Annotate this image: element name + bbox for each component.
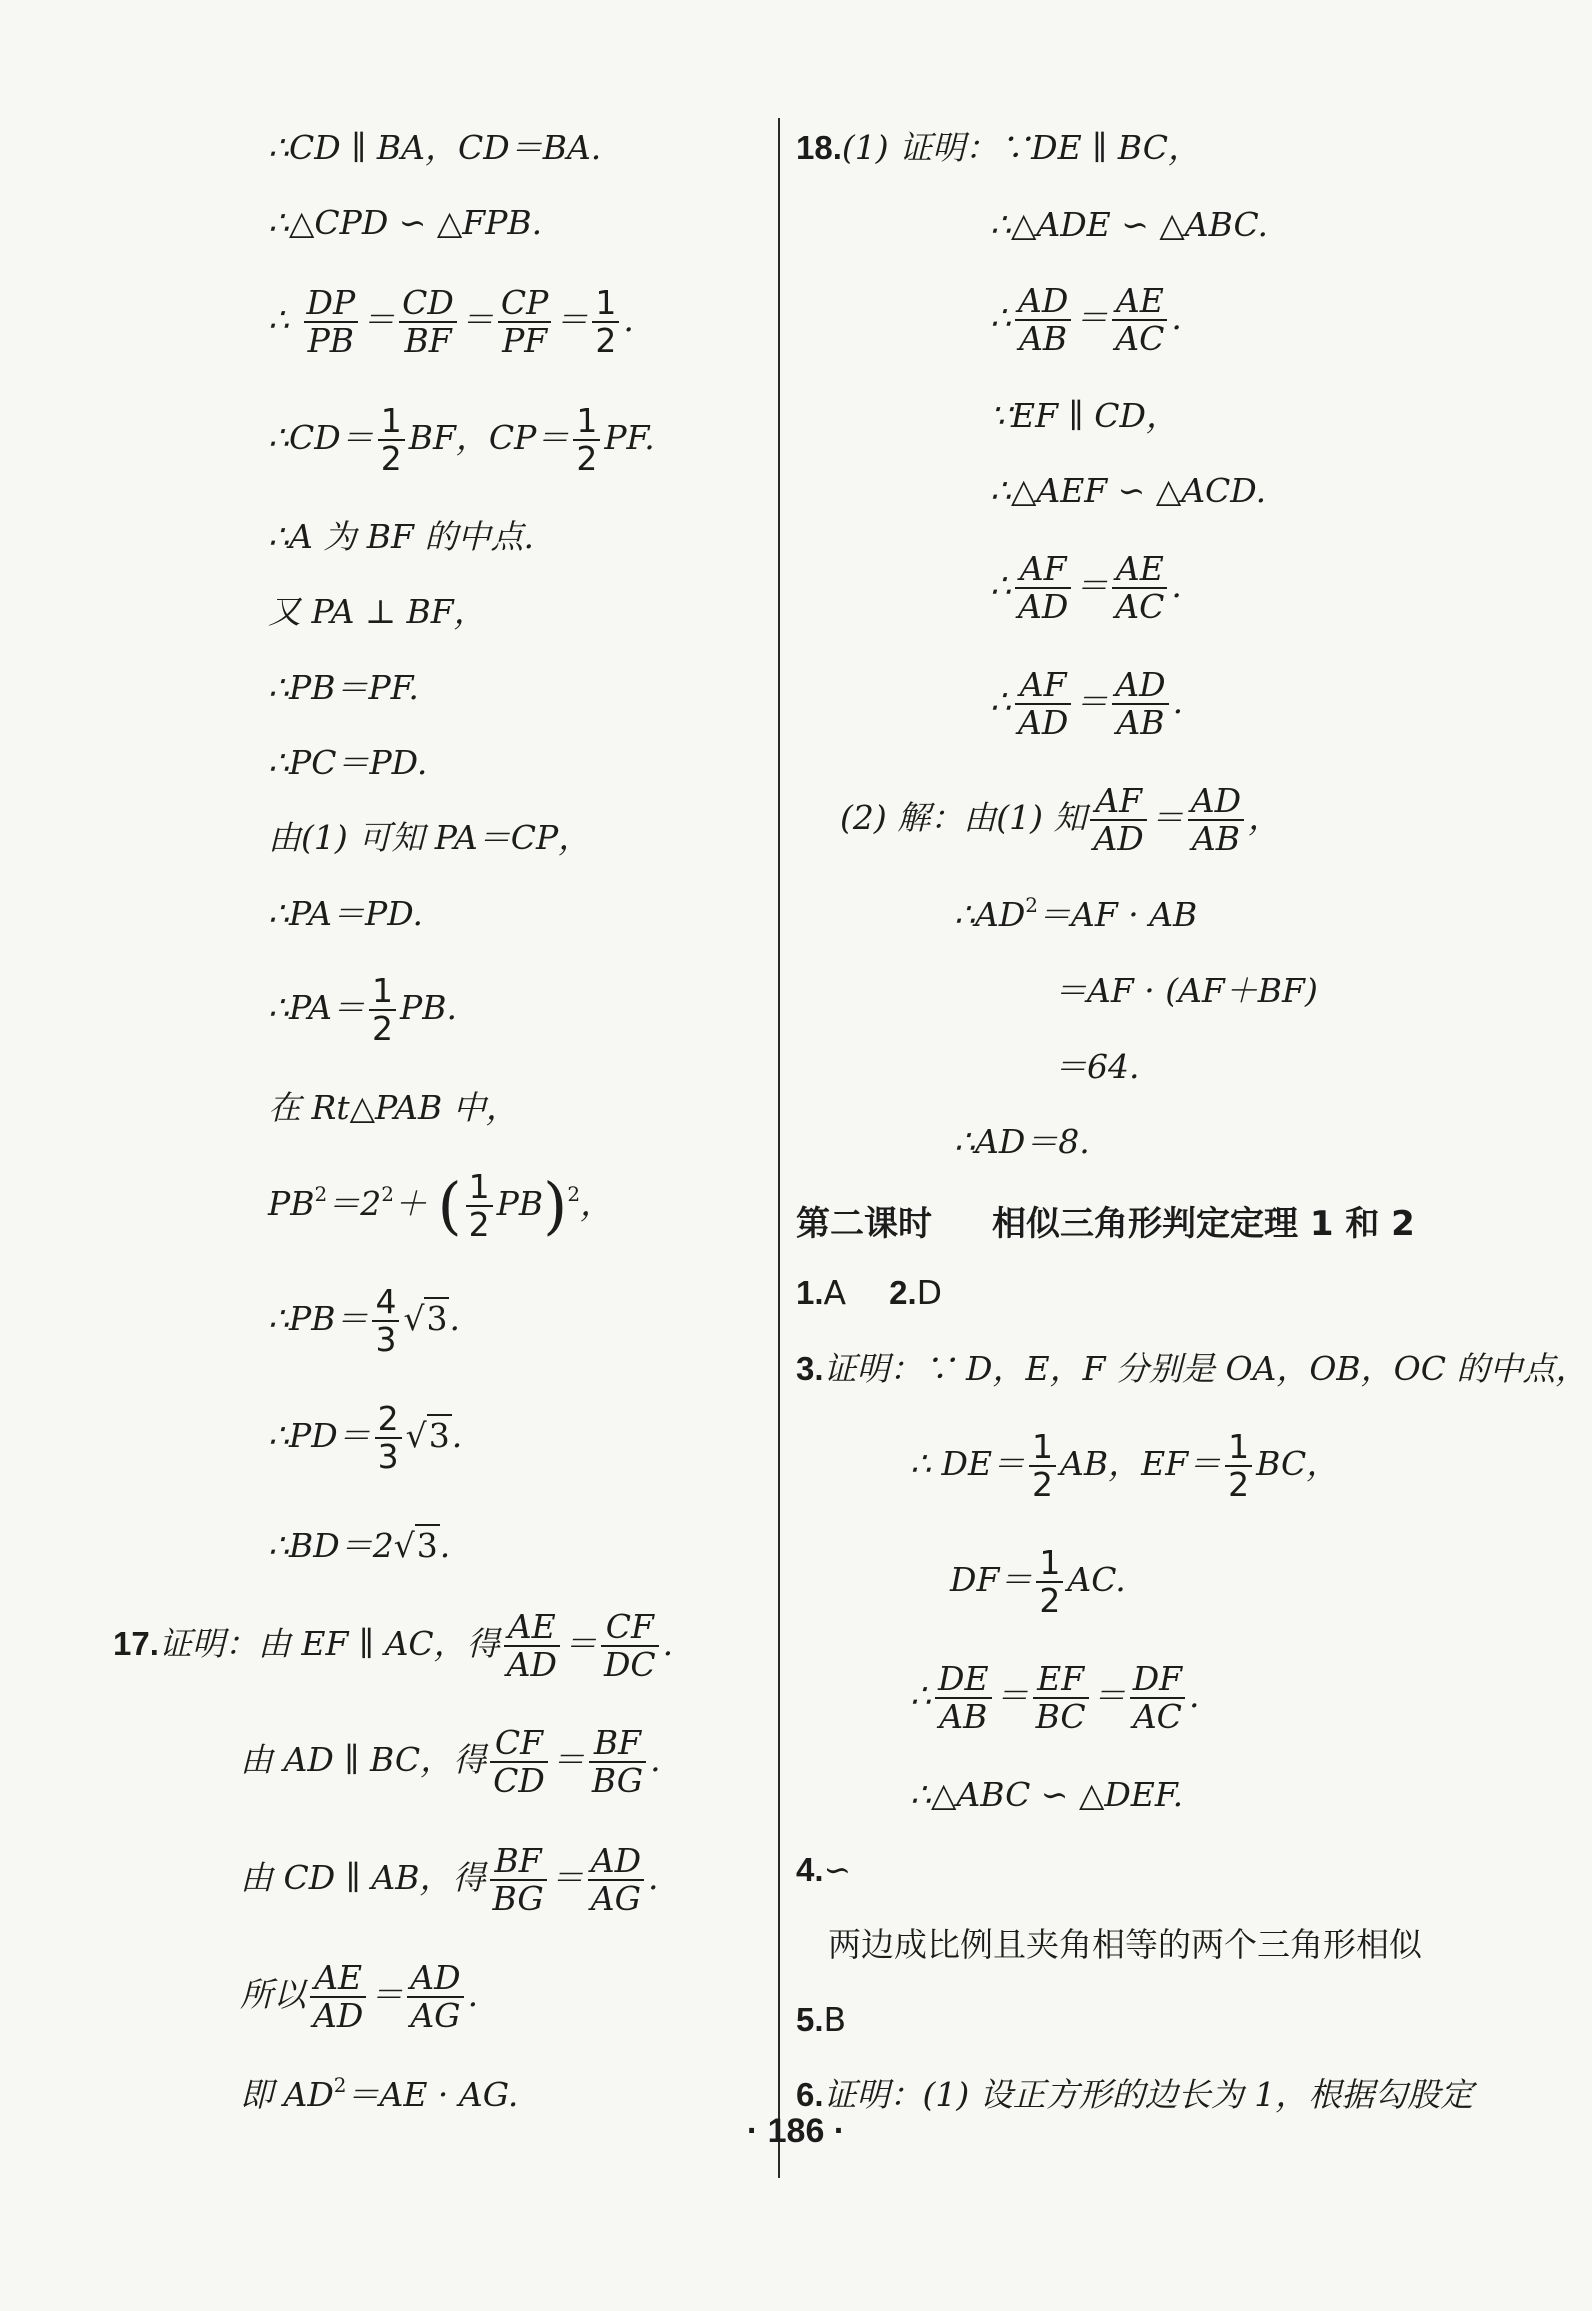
fraction: $\frac{AD}{AB}$ (1015, 283, 1071, 357)
line-bd-value: ∴BD＝2√3. (268, 1526, 451, 1565)
therefore: ∴ (268, 300, 289, 339)
line-af-expanded: ＝AF · (AF＋BF) (1054, 971, 1318, 1010)
question-17: 17.证明：由 EF ∥ AC，得 $\frac{AE}{AD}$ ＝ $\frac{CF}{DC}$ . (113, 1607, 674, 1684)
line-ad-parallel: 由 AD ∥ BC，得 $\frac{CF}{CD}$ ＝ $\frac{BF}{BG}$ . (240, 1723, 661, 1800)
fraction: $\frac{CF}{CD}$ (490, 1725, 548, 1799)
line-pa-pd: ∴PA＝PD. (268, 894, 423, 933)
fraction: $\frac{2}{3}$ (375, 1401, 402, 1475)
line-abc-def: ∴△ABC ∽ △DEF. (910, 1775, 1184, 1814)
fraction: $\frac{AF}{AD}$ (1090, 783, 1146, 857)
line-from-1: 由(1) 可知 PA＝CP， (268, 818, 592, 857)
fraction: $\frac{DF}{AC}$ (1130, 1661, 1185, 1735)
line-so: 所以 $\frac{AE}{AD}$ ＝ $\frac{AD}{AG}$ . (240, 1958, 479, 2035)
line-af-ad-ratio: ∴ $\frac{AF}{AD}$ ＝ $\frac{AE}{AC}$ . (990, 549, 1182, 626)
fraction: $\frac{AE}{AD}$ (310, 1960, 366, 2034)
fraction: $\frac{AE}{AD}$ (504, 1609, 560, 1683)
line-ade-similar: ∴△ADE ∽ △ABC. (990, 205, 1269, 244)
fraction: $\frac{AF}{AD}$ (1015, 551, 1071, 625)
line-pb-value: ∴PB＝ $\frac{4}{3}$ √3. (268, 1282, 460, 1359)
line-ad-8: ∴AD＝8. (954, 1122, 1090, 1161)
line-ad-squared: 即 $AD^2=AE$ · AG. (240, 2073, 519, 2114)
fraction: $\frac{BF}{BG}$ (490, 1843, 547, 1917)
fraction: $\frac{AF}{AD}$ (1015, 667, 1071, 741)
fraction: $\frac{DP}{PB}$ (304, 285, 359, 359)
line-rt-triangle: 在 Rt△PAB 中， (268, 1088, 519, 1127)
fraction: $\frac{1}{2}$ (1225, 1429, 1252, 1503)
line-cpd-similar: ∴△CPD ∽ △FPB. (268, 203, 543, 242)
fraction: $\frac{BF}{BG}$ (589, 1725, 646, 1799)
fraction: $\frac{CP}{PF}$ (498, 285, 551, 359)
line-three-ratios: ∴ $\frac{DE}{AB}$ ＝ $\frac{EF}{BC}$ ＝ $\frac{DF}{AC}$ . (910, 1659, 1200, 1736)
theorem-text: 两边成比例且夹角相等的两个三角形相似 (828, 1925, 1422, 1964)
line-ratio-equal: ∴ $\frac{DP}{PB}$ ＝ $\frac{CD}{BF}$ ＝ $\frac{CP}{PF}$ ＝ $\frac{1}{2}$ . (268, 283, 634, 360)
line-ef-parallel: ∵EF ∥ CD， (990, 396, 1179, 435)
fraction: $\frac{1}{2}$ (378, 403, 405, 477)
sqrt: √3 (393, 1526, 438, 1565)
fraction: $\frac{1}{2}$ (369, 973, 396, 1047)
fraction: $\frac{4}{3}$ (372, 1284, 399, 1358)
line-cd-parallel: ∴CD ∥ BA，CD＝BA. (268, 128, 602, 167)
line-df-half: DF＝ $\frac{1}{2}$ AC. (950, 1543, 1126, 1620)
line-pc-pd: ∴PC＝PD. (268, 743, 428, 782)
line-af-ad-ab: ∴ $\frac{AF}{AD}$ ＝ $\frac{AD}{AB}$ . (990, 665, 1184, 742)
answers-1-2: 1.A 2.D (796, 1273, 943, 1312)
line-aef-similar: ∴△AEF ∽ △ACD. (990, 471, 1267, 510)
section-heading: 第二课时 相似三角形判定定理 1 和 2 (796, 1204, 1415, 1244)
line-ad2: $\therefore AD^2=AF$ · AB (954, 893, 1198, 934)
line-a-midpoint: ∴A 为 BF 的中点. (268, 517, 534, 556)
line-cd-parallel-ab: 由 CD ∥ AB，得 $\frac{BF}{BG}$ ＝ $\frac{AD}{AG}$ . (240, 1841, 659, 1918)
fraction: $\frac{AD}{AB}$ (1112, 667, 1168, 741)
fraction: $\frac{CD}{BF}$ (399, 285, 457, 359)
fraction: $\frac{CF}{DC}$ (601, 1609, 659, 1683)
question-18: 18.(1) 证明：∵DE ∥ BC， (796, 128, 1201, 167)
line-part2: (2) 解：由(1) 知 $\frac{AF}{AD}$ ＝ $\frac{AD}{AB}$ ， (840, 781, 1282, 858)
fraction: $\frac{1}{2}$ (466, 1169, 493, 1243)
fraction: $\frac{1}{2}$ (592, 285, 619, 359)
fraction: $\frac{1}{2}$ (1029, 1429, 1056, 1503)
line-64: ＝64. (1054, 1047, 1140, 1086)
fraction: $\frac{DE}{AB}$ (935, 1661, 992, 1735)
fraction: $\frac{AE}{AC}$ (1112, 551, 1167, 625)
fraction: $\frac{AD}{AG}$ (407, 1960, 463, 2034)
question-4: 4.∽ (796, 1850, 852, 1889)
fraction: $\frac{1}{2}$ (573, 403, 600, 477)
question-6: 6.证明：(1) 设正方形的边长为 1，根据勾股定 (796, 2075, 1474, 2114)
fraction: $\frac{1}{2}$ (1036, 1545, 1063, 1619)
line-de-half: ∴ DE＝ $\frac{1}{2}$ AB，EF＝ $\frac{1}{2}$ BC， (910, 1427, 1340, 1504)
question-3: 3.证明：∵ D，E，F 分别是 OA，OB，OC 的中点， (796, 1349, 1589, 1388)
fraction: $\frac{EF}{BC}$ (1033, 1661, 1089, 1735)
line-pa-perp: 又 PA ⊥ BF， (268, 592, 487, 631)
fraction: $\frac{AE}{AC}$ (1112, 283, 1167, 357)
question-5: 5.B (796, 2000, 847, 2039)
column-divider (778, 118, 780, 2178)
line-pa-half: ∴PA＝ $\frac{1}{2}$ PB. (268, 971, 457, 1048)
line-cd-half: ∴CD＝ $\frac{1}{2}$ BF，CP＝ $\frac{1}{2}$ PF. (268, 401, 655, 478)
line-ad-ab-ratio: ∴ $\frac{AD}{AB}$ ＝ $\frac{AE}{AC}$ . (990, 281, 1182, 358)
page-number: · 186 · (746, 2112, 846, 2150)
sqrt: √3 (403, 1299, 448, 1338)
fraction: $\frac{AD}{AG}$ (588, 1843, 644, 1917)
line-pb-pf: ∴PB＝PF. (268, 668, 419, 707)
sqrt: √3 (405, 1416, 450, 1455)
fraction: $\frac{AD}{AB}$ (1188, 783, 1244, 857)
line-pd-value: ∴PD＝ $\frac{2}{3}$ √3. (268, 1399, 463, 1476)
line-pythagoras: $PB^2=2^2+$ ( $\frac{1}{2}$ PB)$^2$， (268, 1167, 614, 1244)
